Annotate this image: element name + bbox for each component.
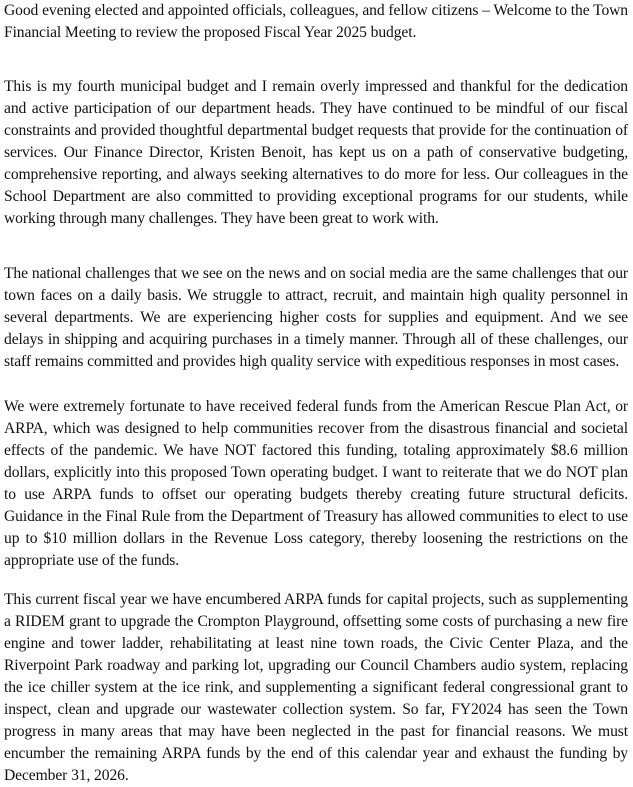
paragraph-capital-projects: This current fiscal year we have encumbered ARPA funds for capital projects, such as supplementing a RIDEM grant to upgrade the Crompton Playground, offsetting some costs of purchasing a new fire engine and tower ladder, rehabilitating at least nine town roads, the Civic Center Plaza, and the Riverpoint Park roadway and parking lot, upgrading our Council Chambers audio system, replacing the ice chiller system at the ice rink, and supplementing a significant federal congressional grant to inspect, clean and upgrade our wastewater collection system. So far, FY2024 has seen the Town progress in many areas that may have been neglected in the past for financial reasons. We must encumber the remaining ARPA funds by the end of this calendar year and exhaust the funding by December 31, 2026. bbox=[4, 591, 628, 784]
paragraph-welcome: Good evening elected and appointed officials, colleagues, and fellow citizens – Welcome to the Town Financial Meeting to review the proposed Fiscal Year 2025 budget. bbox=[4, 2, 628, 41]
paragraph-fourth-budget: This is my fourth municipal budget and I remain overly impressed and thankful for the dedication and active participation of our department heads. They have continued to be mindful of our fiscal constraints and provided thoughtful departmental budget requests that provide for the continuation of services. Our Finance Director, Kristen Benoit, has kept us on a path of conservative budgeting, comprehensive reporting, and always seeking alternatives to do more for less. Our colleagues in the School Department are also committed to providing exceptional programs for our students, while working through many challenges. They have been great to work with. bbox=[4, 78, 628, 227]
paragraph-national-challenges: The national challenges that we see on the news and on social media are the same challenges that our town faces on a daily basis. We struggle to attract, recruit, and maintain high quality personnel in several departments. We are experiencing higher costs for supplies and equipment. And we see delays in shipping and acquiring purchases in a timely manner. Through all of these challenges, our staff remains committed and provides high quality service with expeditious responses in most cases. bbox=[4, 265, 628, 370]
paragraph-arpa-funds: We were extremely fortunate to have received federal funds from the American Rescue Plan Act, or ARPA, which was designed to help communities recover from the disastrous financial and societal effects of the pandemic. We have NOT factored this funding, totaling approximately $8.6 million dollars, explicitly into this proposed Town operating budget. I want to reiterate that we do NOT plan to use ARPA funds to offset our operating budgets thereby creating future structural deficits. Guidance in the Final Rule from the Department of Treasury has allowed communities to elect to use up to $10 million dollars in the Revenue Loss category, thereby loosening the restrictions on the appropriate use of the funds. bbox=[4, 398, 628, 569]
